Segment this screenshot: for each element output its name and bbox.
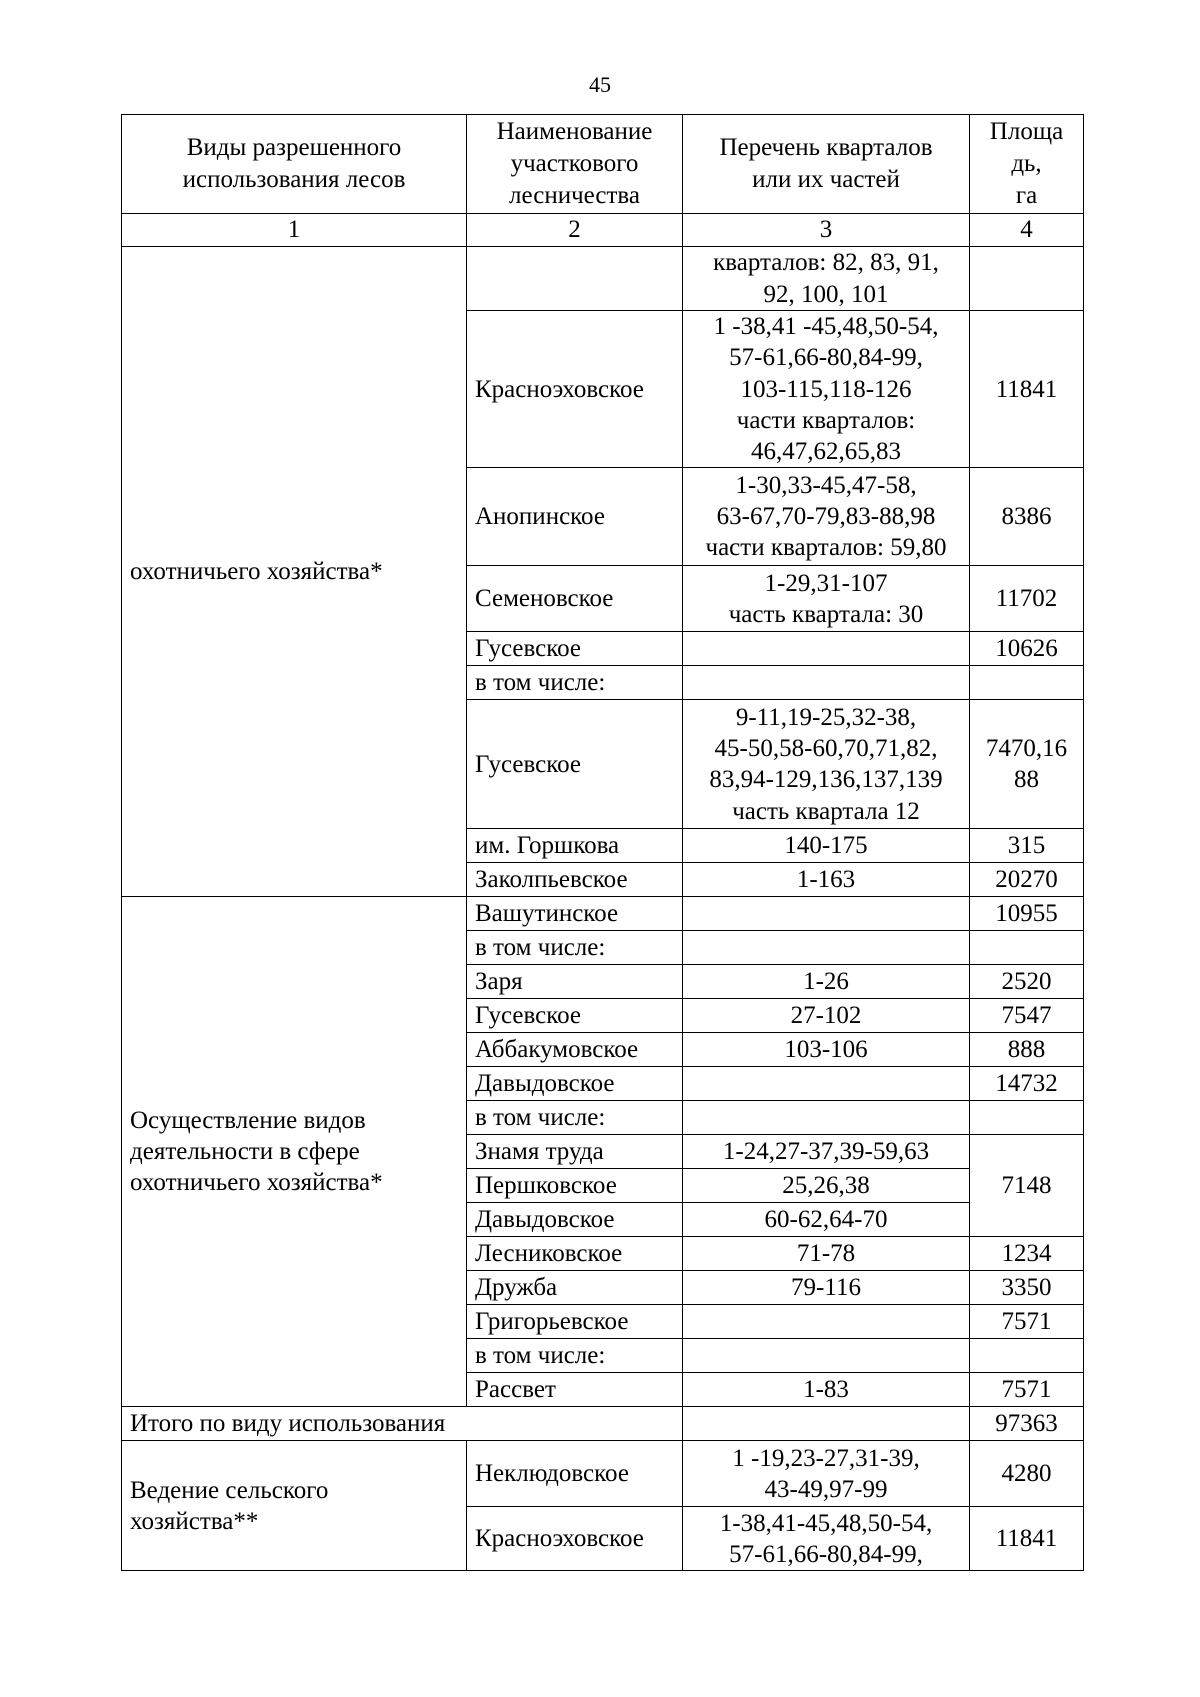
table-row bbox=[122, 897, 1084, 931]
quarters-cell: 71-78 bbox=[683, 1237, 970, 1271]
area-cell: 11841 bbox=[970, 311, 1084, 468]
cell-line: или их частей bbox=[752, 166, 900, 193]
total-row bbox=[122, 1407, 1084, 1441]
forestry-cell: в том числе: bbox=[467, 666, 683, 700]
cell-line: Площа bbox=[989, 118, 1064, 145]
cell-line: Осуществление видов bbox=[130, 1106, 366, 1134]
quarters-cell: 1-24,27-37,39-59,63 bbox=[683, 1135, 970, 1169]
quarters-cell bbox=[683, 1507, 970, 1571]
area-cell bbox=[970, 931, 1084, 965]
cell-line: 1-38,41-45,48,50-54, bbox=[719, 1509, 933, 1537]
cell-line: 83,94-129,136,137,139 bbox=[709, 766, 943, 794]
cell-line: 1-29,31-107 bbox=[764, 569, 888, 597]
quarters-cell: 1-83 bbox=[683, 1373, 970, 1407]
area-cell bbox=[970, 1101, 1084, 1135]
cell-line: 45-50,58-60,70,71,82, bbox=[714, 735, 938, 762]
forestry-cell: Заря bbox=[467, 965, 683, 999]
cell-line: Виды разрешенного bbox=[186, 134, 402, 161]
cell-line: 1-30,33-45,47-58, bbox=[735, 471, 917, 499]
cell-line: части кварталов: 59,80 bbox=[705, 534, 947, 562]
header-row bbox=[122, 115, 1084, 214]
forestry-cell: Дружба bbox=[467, 1271, 683, 1305]
forest-use-table bbox=[121, 114, 1084, 1571]
area-cell: 7148 bbox=[970, 1135, 1084, 1237]
quarters-cell bbox=[683, 931, 970, 965]
forestry-cell: в том числе: bbox=[467, 1339, 683, 1373]
cell-line: 57-61,66-80,84-99, bbox=[729, 344, 923, 372]
cell-line: га bbox=[1015, 182, 1038, 209]
forestry-cell: Красноэховское bbox=[467, 311, 683, 468]
table-row bbox=[122, 247, 1084, 311]
cell-line: хозяйства** bbox=[130, 1507, 259, 1535]
quarters-cell bbox=[683, 897, 970, 931]
forestry-cell: Неклюдовское bbox=[467, 1441, 683, 1507]
use-type-cell bbox=[122, 247, 467, 897]
cell-line: лесничества bbox=[509, 182, 640, 209]
area-cell: 4280 bbox=[970, 1441, 1084, 1507]
cell-line: Наименование bbox=[496, 118, 653, 145]
forestry-cell: в том числе: bbox=[467, 931, 683, 965]
forestry-cell: Давыдовское bbox=[467, 1067, 683, 1101]
quarters-cell bbox=[683, 632, 970, 666]
cell-line: 7470,16 bbox=[985, 735, 1068, 762]
forestry-cell: Давыдовское bbox=[467, 1203, 683, 1237]
index-cell: 1 bbox=[122, 214, 467, 247]
area-cell: 14732 bbox=[970, 1067, 1084, 1101]
cell-line: 46,47,62,65,83 bbox=[751, 438, 901, 465]
index-row bbox=[122, 214, 1084, 247]
area-cell bbox=[970, 1339, 1084, 1373]
forestry-cell: Красноэховское bbox=[467, 1507, 683, 1571]
forestry-cell: Вашутинское bbox=[467, 897, 683, 931]
cell-line: части кварталов: bbox=[736, 406, 916, 434]
quarters-cell: 103-106 bbox=[683, 1033, 970, 1067]
cell-line: 92, 100, 101 bbox=[763, 280, 889, 308]
cell-line: охотничьего хозяйства* bbox=[130, 1169, 383, 1197]
area-cell: 8386 bbox=[970, 468, 1084, 566]
page-number: 45 bbox=[589, 72, 611, 97]
area-cell bbox=[970, 700, 1084, 829]
forestry-cell: в том числе: bbox=[467, 1101, 683, 1135]
index-cell: 2 bbox=[467, 214, 683, 247]
index-cell: 3 bbox=[683, 214, 970, 247]
cell-line: 88 bbox=[1014, 766, 1039, 794]
area-cell: 7571 bbox=[970, 1305, 1084, 1339]
use-type-cell bbox=[122, 897, 467, 1407]
area-cell: 3350 bbox=[970, 1271, 1084, 1305]
cell-line: Перечень кварталов bbox=[719, 134, 933, 161]
quarters-cell bbox=[683, 1441, 970, 1507]
forestry-cell: Рассвет bbox=[467, 1373, 683, 1407]
area-cell: 1234 bbox=[970, 1237, 1084, 1271]
area-cell: 11841 bbox=[970, 1507, 1084, 1571]
quarters-cell: 60-62,64-70 bbox=[683, 1203, 970, 1237]
cell-line: Ведение сельского bbox=[130, 1476, 329, 1504]
cell-line: 1 -19,23-27,31-39, bbox=[732, 1444, 920, 1472]
area-cell: 20270 bbox=[970, 863, 1084, 897]
cell-line: 1 -38,41 -45,48,50-54, bbox=[713, 313, 939, 340]
area-cell: 10955 bbox=[970, 897, 1084, 931]
area-cell: 2520 bbox=[970, 965, 1084, 999]
quarters-cell bbox=[683, 1067, 970, 1101]
quarters-cell bbox=[683, 666, 970, 700]
cell-line: охотничьего хозяйства* bbox=[130, 558, 383, 585]
quarters-cell bbox=[683, 247, 970, 311]
quarters-cell: 79-116 bbox=[683, 1271, 970, 1305]
cell-line: кварталов: 82, 83, 91, bbox=[713, 249, 939, 277]
header-col2 bbox=[467, 115, 683, 214]
cell-line: 103-115,118-126 bbox=[740, 375, 912, 403]
quarters-cell bbox=[683, 1101, 970, 1135]
forestry-cell: Семеновское bbox=[467, 566, 683, 632]
quarters-cell bbox=[683, 1339, 970, 1373]
quarters-cell bbox=[683, 566, 970, 632]
cell-line: часть квартала 12 bbox=[732, 797, 920, 825]
cell-line: 57-61,66-80,84-99, bbox=[729, 1540, 923, 1568]
area-cell bbox=[970, 247, 1084, 311]
quarters-cell: 27-102 bbox=[683, 999, 970, 1033]
forestry-cell: Знамя труда bbox=[467, 1135, 683, 1169]
cell-line: деятельности в сфере bbox=[130, 1138, 360, 1166]
forestry-cell: Гусевское bbox=[467, 999, 683, 1033]
forestry-cell: Гусевское bbox=[467, 632, 683, 666]
quarters-cell bbox=[683, 1305, 970, 1339]
cell-line: дь, bbox=[1011, 150, 1042, 177]
area-cell: 10626 bbox=[970, 632, 1084, 666]
forestry-cell bbox=[467, 247, 683, 311]
forestry-cell: Анопинское bbox=[467, 468, 683, 566]
table-row bbox=[122, 1441, 1084, 1507]
forestry-cell: Аббакумовское bbox=[467, 1033, 683, 1067]
quarters-cell bbox=[683, 468, 970, 566]
quarters-cell bbox=[683, 1407, 970, 1441]
cell-line: 43-49,97-99 bbox=[764, 1475, 888, 1503]
area-cell bbox=[970, 666, 1084, 700]
index-cell: 4 bbox=[970, 214, 1084, 247]
area-cell: 7571 bbox=[970, 1373, 1084, 1407]
total-area: 97363 bbox=[970, 1407, 1084, 1441]
forestry-cell: Григорьевское bbox=[467, 1305, 683, 1339]
area-cell: 11702 bbox=[970, 566, 1084, 632]
cell-line: участкового bbox=[510, 150, 639, 177]
header-col3 bbox=[683, 115, 970, 214]
header-col4 bbox=[970, 115, 1084, 214]
total-label: Итого по виду использования bbox=[122, 1407, 683, 1441]
cell-line: часть квартала: 30 bbox=[728, 600, 924, 628]
quarters-cell: 25,26,38 bbox=[683, 1169, 970, 1203]
forestry-cell: им. Горшкова bbox=[467, 829, 683, 863]
use-type-cell bbox=[122, 1441, 467, 1571]
quarters-cell bbox=[683, 311, 970, 468]
forestry-cell: Гусевское bbox=[467, 700, 683, 829]
quarters-cell: 1-26 bbox=[683, 965, 970, 999]
area-cell: 888 bbox=[970, 1033, 1084, 1067]
quarters-cell: 140-175 bbox=[683, 829, 970, 863]
cell-line: 9-11,19-25,32-38, bbox=[735, 703, 917, 731]
area-cell: 7547 bbox=[970, 999, 1084, 1033]
quarters-cell bbox=[683, 700, 970, 829]
forestry-cell: Лесниковское bbox=[467, 1237, 683, 1271]
forestry-cell: Першковское bbox=[467, 1169, 683, 1203]
header-col1 bbox=[122, 115, 467, 214]
cell-line: использования лесов bbox=[182, 166, 406, 193]
quarters-cell: 1-163 bbox=[683, 863, 970, 897]
forestry-cell: Заколпьевское bbox=[467, 863, 683, 897]
cell-line: 63-67,70-79,83-88,98 bbox=[716, 503, 936, 531]
area-cell: 315 bbox=[970, 829, 1084, 863]
